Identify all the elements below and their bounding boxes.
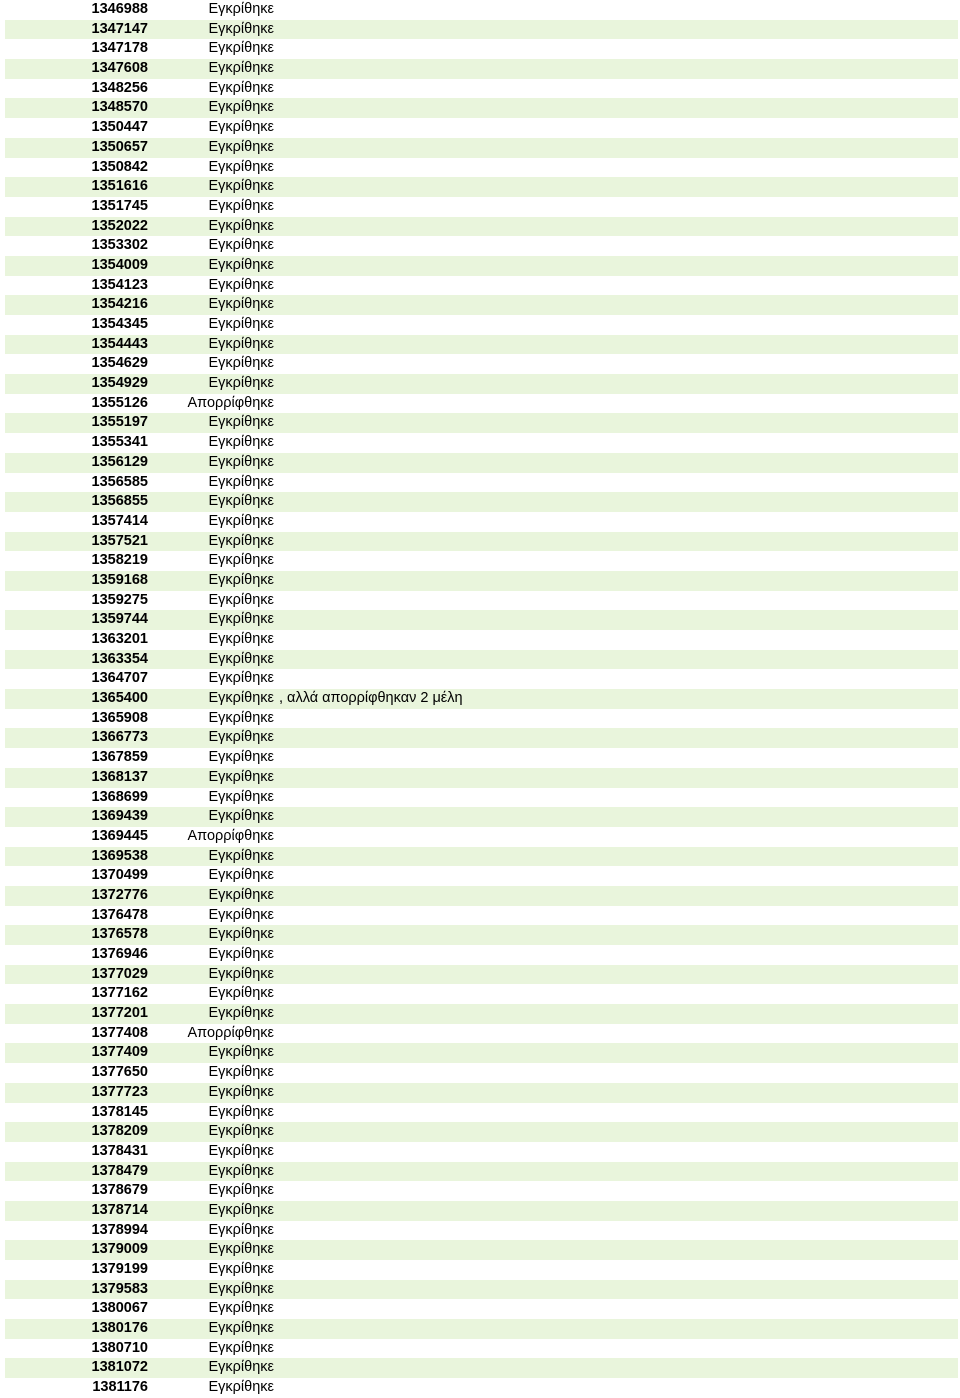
application-status: Εγκρίθηκε <box>208 20 274 37</box>
application-status: Εγκρίθηκε <box>208 316 274 332</box>
table-row <box>5 138 958 158</box>
table-row <box>5 1063 958 1083</box>
application-id: 1367859 <box>91 749 148 766</box>
application-id: 1352022 <box>91 217 148 234</box>
table-row <box>5 1339 958 1359</box>
application-status: Εγκρίθηκε <box>208 237 274 254</box>
application-status: Εγκρίθηκε <box>208 355 274 372</box>
table-row <box>5 591 958 611</box>
application-status: Εγκρίθηκε <box>208 335 274 352</box>
table-row <box>5 532 958 552</box>
table-row <box>5 335 958 355</box>
application-status: Εγκρίθηκε <box>208 178 274 195</box>
application-status: Εγκρίθηκε <box>208 1123 274 1140</box>
application-status: Εγκρίθηκε <box>208 158 274 175</box>
application-status: Εγκρίθηκε <box>208 886 274 903</box>
application-status: Εγκρίθηκε <box>208 1261 274 1277</box>
application-id: 1369439 <box>91 808 148 825</box>
application-id: 1369445 <box>91 827 148 844</box>
application-id: 1380176 <box>91 1320 148 1337</box>
application-id: 1364707 <box>91 670 148 687</box>
table-row <box>5 906 958 926</box>
table-row <box>5 1280 958 1300</box>
application-id: 1378994 <box>91 1221 148 1238</box>
application-id: 1378431 <box>91 1142 148 1159</box>
application-status: Εγκρίθηκε <box>208 631 274 647</box>
table-row <box>5 1024 958 1044</box>
application-id: 1348256 <box>91 79 148 96</box>
application-id: 1380710 <box>91 1339 148 1356</box>
application-id: 1359275 <box>91 591 148 608</box>
application-id: 1363201 <box>91 631 148 647</box>
table-row <box>5 945 958 965</box>
table-row <box>5 610 958 630</box>
table-row <box>5 394 958 414</box>
table-row <box>5 630 958 650</box>
table-row <box>5 20 958 40</box>
application-id: 1379009 <box>91 1241 148 1258</box>
table-row <box>5 1221 958 1241</box>
table-row <box>5 374 958 394</box>
table-row <box>5 925 958 945</box>
application-id: 1380067 <box>91 1300 148 1317</box>
application-id: 1354345 <box>91 316 148 332</box>
application-id: 1378479 <box>91 1162 148 1179</box>
application-status: Εγκρίθηκε <box>208 1241 274 1258</box>
results-table <box>5 0 958 1398</box>
table-row <box>5 650 958 670</box>
application-status: Εγκρίθηκε <box>208 611 274 628</box>
application-id: 1354929 <box>91 375 148 392</box>
application-id: 1377723 <box>91 1083 148 1100</box>
application-status: Εγκρίθηκε <box>208 1201 274 1218</box>
application-status: Εγκρίθηκε <box>208 1280 274 1297</box>
application-status: Εγκρίθηκε <box>208 1083 274 1100</box>
application-id: 1381072 <box>91 1359 148 1376</box>
application-id: 1346988 <box>91 1 148 17</box>
application-status: Απορρίφθηκε <box>187 394 274 411</box>
application-id: 1368699 <box>91 788 148 805</box>
application-status: Εγκρίθηκε <box>208 99 274 116</box>
application-status: Εγκρίθηκε <box>208 906 274 923</box>
table-row <box>5 1260 958 1280</box>
application-id: 1348570 <box>91 99 148 116</box>
application-status: Εγκρίθηκε <box>208 847 274 864</box>
table-row <box>5 669 958 689</box>
application-id: 1351616 <box>91 178 148 195</box>
application-id: 1356585 <box>91 473 148 490</box>
application-id: 1376578 <box>91 926 148 943</box>
application-status: Εγκρίθηκε <box>208 946 274 962</box>
application-id: 1358219 <box>91 552 148 569</box>
application-status: Εγκρίθηκε <box>208 532 274 549</box>
application-id: 1378714 <box>91 1201 148 1218</box>
table-row <box>5 236 958 256</box>
table-row <box>5 768 958 788</box>
application-status: Εγκρίθηκε <box>208 926 274 943</box>
application-status: Εγκρίθηκε <box>208 1320 274 1337</box>
application-status: Εγκρίθηκε <box>208 276 274 293</box>
table-row <box>5 551 958 571</box>
application-id: 1377408 <box>91 1024 148 1041</box>
table-row <box>5 158 958 178</box>
application-status: Εγκρίθηκε <box>208 217 274 234</box>
application-id: 1357521 <box>91 532 148 549</box>
table-row <box>5 571 958 591</box>
table-row <box>5 118 958 138</box>
application-id: 1350842 <box>91 158 148 175</box>
application-status: Εγκρίθηκε <box>208 670 274 687</box>
table-row <box>5 1083 958 1103</box>
application-id: 1351745 <box>91 197 148 214</box>
application-status: Εγκρίθηκε <box>208 985 274 1002</box>
application-status: Εγκρίθηκε <box>208 197 274 214</box>
table-row <box>5 1378 958 1398</box>
application-id: 1363354 <box>91 650 148 667</box>
application-id: 1354443 <box>91 335 148 352</box>
application-id: 1355197 <box>91 414 148 431</box>
table-row <box>5 39 958 59</box>
application-id: 1377650 <box>91 1064 148 1081</box>
application-status: Εγκρίθηκε <box>208 119 274 136</box>
application-id: 1378209 <box>91 1123 148 1140</box>
application-id: 1347147 <box>91 20 148 37</box>
application-status: Εγκρίθηκε <box>208 650 274 667</box>
application-id: 1354009 <box>91 256 148 273</box>
application-id: 1359168 <box>91 571 148 588</box>
table-row <box>5 276 958 296</box>
table-row <box>5 1162 958 1182</box>
application-status: Εγκρίθηκε <box>208 1142 274 1159</box>
application-id: 1354629 <box>91 355 148 372</box>
application-id: 1350447 <box>91 119 148 136</box>
table-row <box>5 1043 958 1063</box>
table-row <box>5 512 958 532</box>
application-status: Εγκρίθηκε <box>208 40 274 57</box>
application-id: 1347608 <box>91 60 148 77</box>
application-status: Εγκρίθηκε <box>208 138 274 155</box>
table-row <box>5 728 958 748</box>
application-id: 1377162 <box>91 985 148 1002</box>
table-row <box>5 984 958 1004</box>
application-status: Εγκρίθηκε <box>208 453 274 470</box>
table-row <box>5 1299 958 1319</box>
table-row <box>5 295 958 315</box>
application-id: 1368137 <box>91 768 148 785</box>
table-row <box>5 689 958 709</box>
application-id: 1370499 <box>91 867 148 884</box>
table-row <box>5 1358 958 1378</box>
application-status: Εγκρίθηκε <box>208 788 274 805</box>
application-id: 1355126 <box>91 394 148 411</box>
application-status: Εγκρίθηκε <box>208 493 274 510</box>
table-row <box>5 177 958 197</box>
application-id: 1378679 <box>91 1182 148 1199</box>
application-id: 1356129 <box>91 453 148 470</box>
table-row <box>5 748 958 768</box>
application-id: 1376478 <box>91 906 148 923</box>
application-id: 1354123 <box>91 276 148 293</box>
table-row <box>5 98 958 118</box>
table-row <box>5 59 958 79</box>
application-status: Εγκρίθηκε <box>208 1182 274 1199</box>
table-row <box>5 354 958 374</box>
table-row <box>5 1103 958 1123</box>
application-id: 1379199 <box>91 1261 148 1277</box>
application-status: Εγκρίθηκε <box>208 79 274 96</box>
application-status: Εγκρίθηκε <box>208 1339 274 1356</box>
application-status: Εγκρίθηκε <box>208 1221 274 1238</box>
table-row <box>5 886 958 906</box>
application-id: 1377029 <box>91 965 148 982</box>
status-note: , αλλά απορρίφθηκαν 2 μέλη <box>279 690 463 707</box>
table-row <box>5 788 958 808</box>
application-status: Εγκρίθηκε <box>208 1300 274 1317</box>
table-row <box>5 1319 958 1339</box>
table-row <box>5 315 958 335</box>
application-status: Εγκρίθηκε <box>208 749 274 766</box>
application-status: Εγκρίθηκε <box>208 571 274 588</box>
application-status: Εγκρίθηκε <box>208 965 274 982</box>
application-id: 1356855 <box>91 493 148 510</box>
table-row <box>5 256 958 276</box>
table-row <box>5 1142 958 1162</box>
table-row <box>5 492 958 512</box>
application-status: Εγκρίθηκε <box>208 256 274 273</box>
application-id: 1359744 <box>91 611 148 628</box>
application-id: 1376946 <box>91 946 148 962</box>
table-row <box>5 866 958 886</box>
application-id: 1354216 <box>91 296 148 313</box>
application-id: 1365908 <box>91 709 148 726</box>
application-status: Εγκρίθηκε <box>208 1359 274 1376</box>
application-status: Εγκρίθηκε <box>208 1379 274 1396</box>
application-status: Εγκρίθηκε <box>208 60 274 77</box>
application-id: 1357414 <box>91 512 148 529</box>
application-id: 1379583 <box>91 1280 148 1297</box>
application-id: 1369538 <box>91 847 148 864</box>
application-id: 1355341 <box>91 434 148 451</box>
application-status: Απορρίφθηκε <box>187 827 274 844</box>
application-status: Εγκρίθηκε <box>208 1103 274 1120</box>
application-status: Εγκρίθηκε <box>208 473 274 490</box>
application-status: Εγκρίθηκε <box>208 729 274 746</box>
application-status: Εγκρίθηκε <box>208 768 274 785</box>
application-id: 1381176 <box>92 1379 148 1396</box>
table-row <box>5 1201 958 1221</box>
application-id: 1377409 <box>91 1044 148 1061</box>
table-row <box>5 473 958 493</box>
application-id: 1372776 <box>91 886 148 903</box>
table-row <box>5 807 958 827</box>
application-status: Εγκρίθηκε <box>208 591 274 608</box>
application-status: Εγκρίθηκε <box>208 1 274 17</box>
application-id: 1347178 <box>91 40 148 57</box>
table-row <box>5 1240 958 1260</box>
table-row <box>5 79 958 99</box>
application-id: 1365400 <box>91 690 148 707</box>
table-row <box>5 965 958 985</box>
application-status: Απορρίφθηκε <box>187 1024 274 1041</box>
application-id: 1350657 <box>91 138 148 155</box>
application-id: 1353302 <box>91 237 148 254</box>
table-row <box>5 847 958 867</box>
application-status: Εγκρίθηκε <box>208 690 274 707</box>
application-status: Εγκρίθηκε <box>208 808 274 825</box>
application-status: Εγκρίθηκε <box>208 1005 274 1022</box>
application-status: Εγκρίθηκε <box>208 552 274 569</box>
table-row <box>5 0 958 20</box>
application-status: Εγκρίθηκε <box>208 375 274 392</box>
application-id: 1377201 <box>91 1005 148 1022</box>
application-status: Εγκρίθηκε <box>208 512 274 529</box>
table-row <box>5 1004 958 1024</box>
table-row <box>5 433 958 453</box>
table-row <box>5 197 958 217</box>
table-row <box>5 453 958 473</box>
table-row <box>5 1181 958 1201</box>
table-row <box>5 827 958 847</box>
application-id: 1366773 <box>91 729 148 746</box>
application-status: Εγκρίθηκε <box>208 709 274 726</box>
application-status: Εγκρίθηκε <box>208 867 274 884</box>
table-row <box>5 709 958 729</box>
application-status: Εγκρίθηκε <box>208 434 274 451</box>
application-status: Εγκρίθηκε <box>208 296 274 313</box>
table-row <box>5 413 958 433</box>
table-row <box>5 217 958 237</box>
application-status: Εγκρίθηκε <box>208 1064 274 1081</box>
table-row <box>5 1122 958 1142</box>
application-status: Εγκρίθηκε <box>208 1162 274 1179</box>
application-status: Εγκρίθηκε <box>208 1044 274 1061</box>
application-id: 1378145 <box>91 1103 148 1120</box>
application-status: Εγκρίθηκε <box>208 414 274 431</box>
